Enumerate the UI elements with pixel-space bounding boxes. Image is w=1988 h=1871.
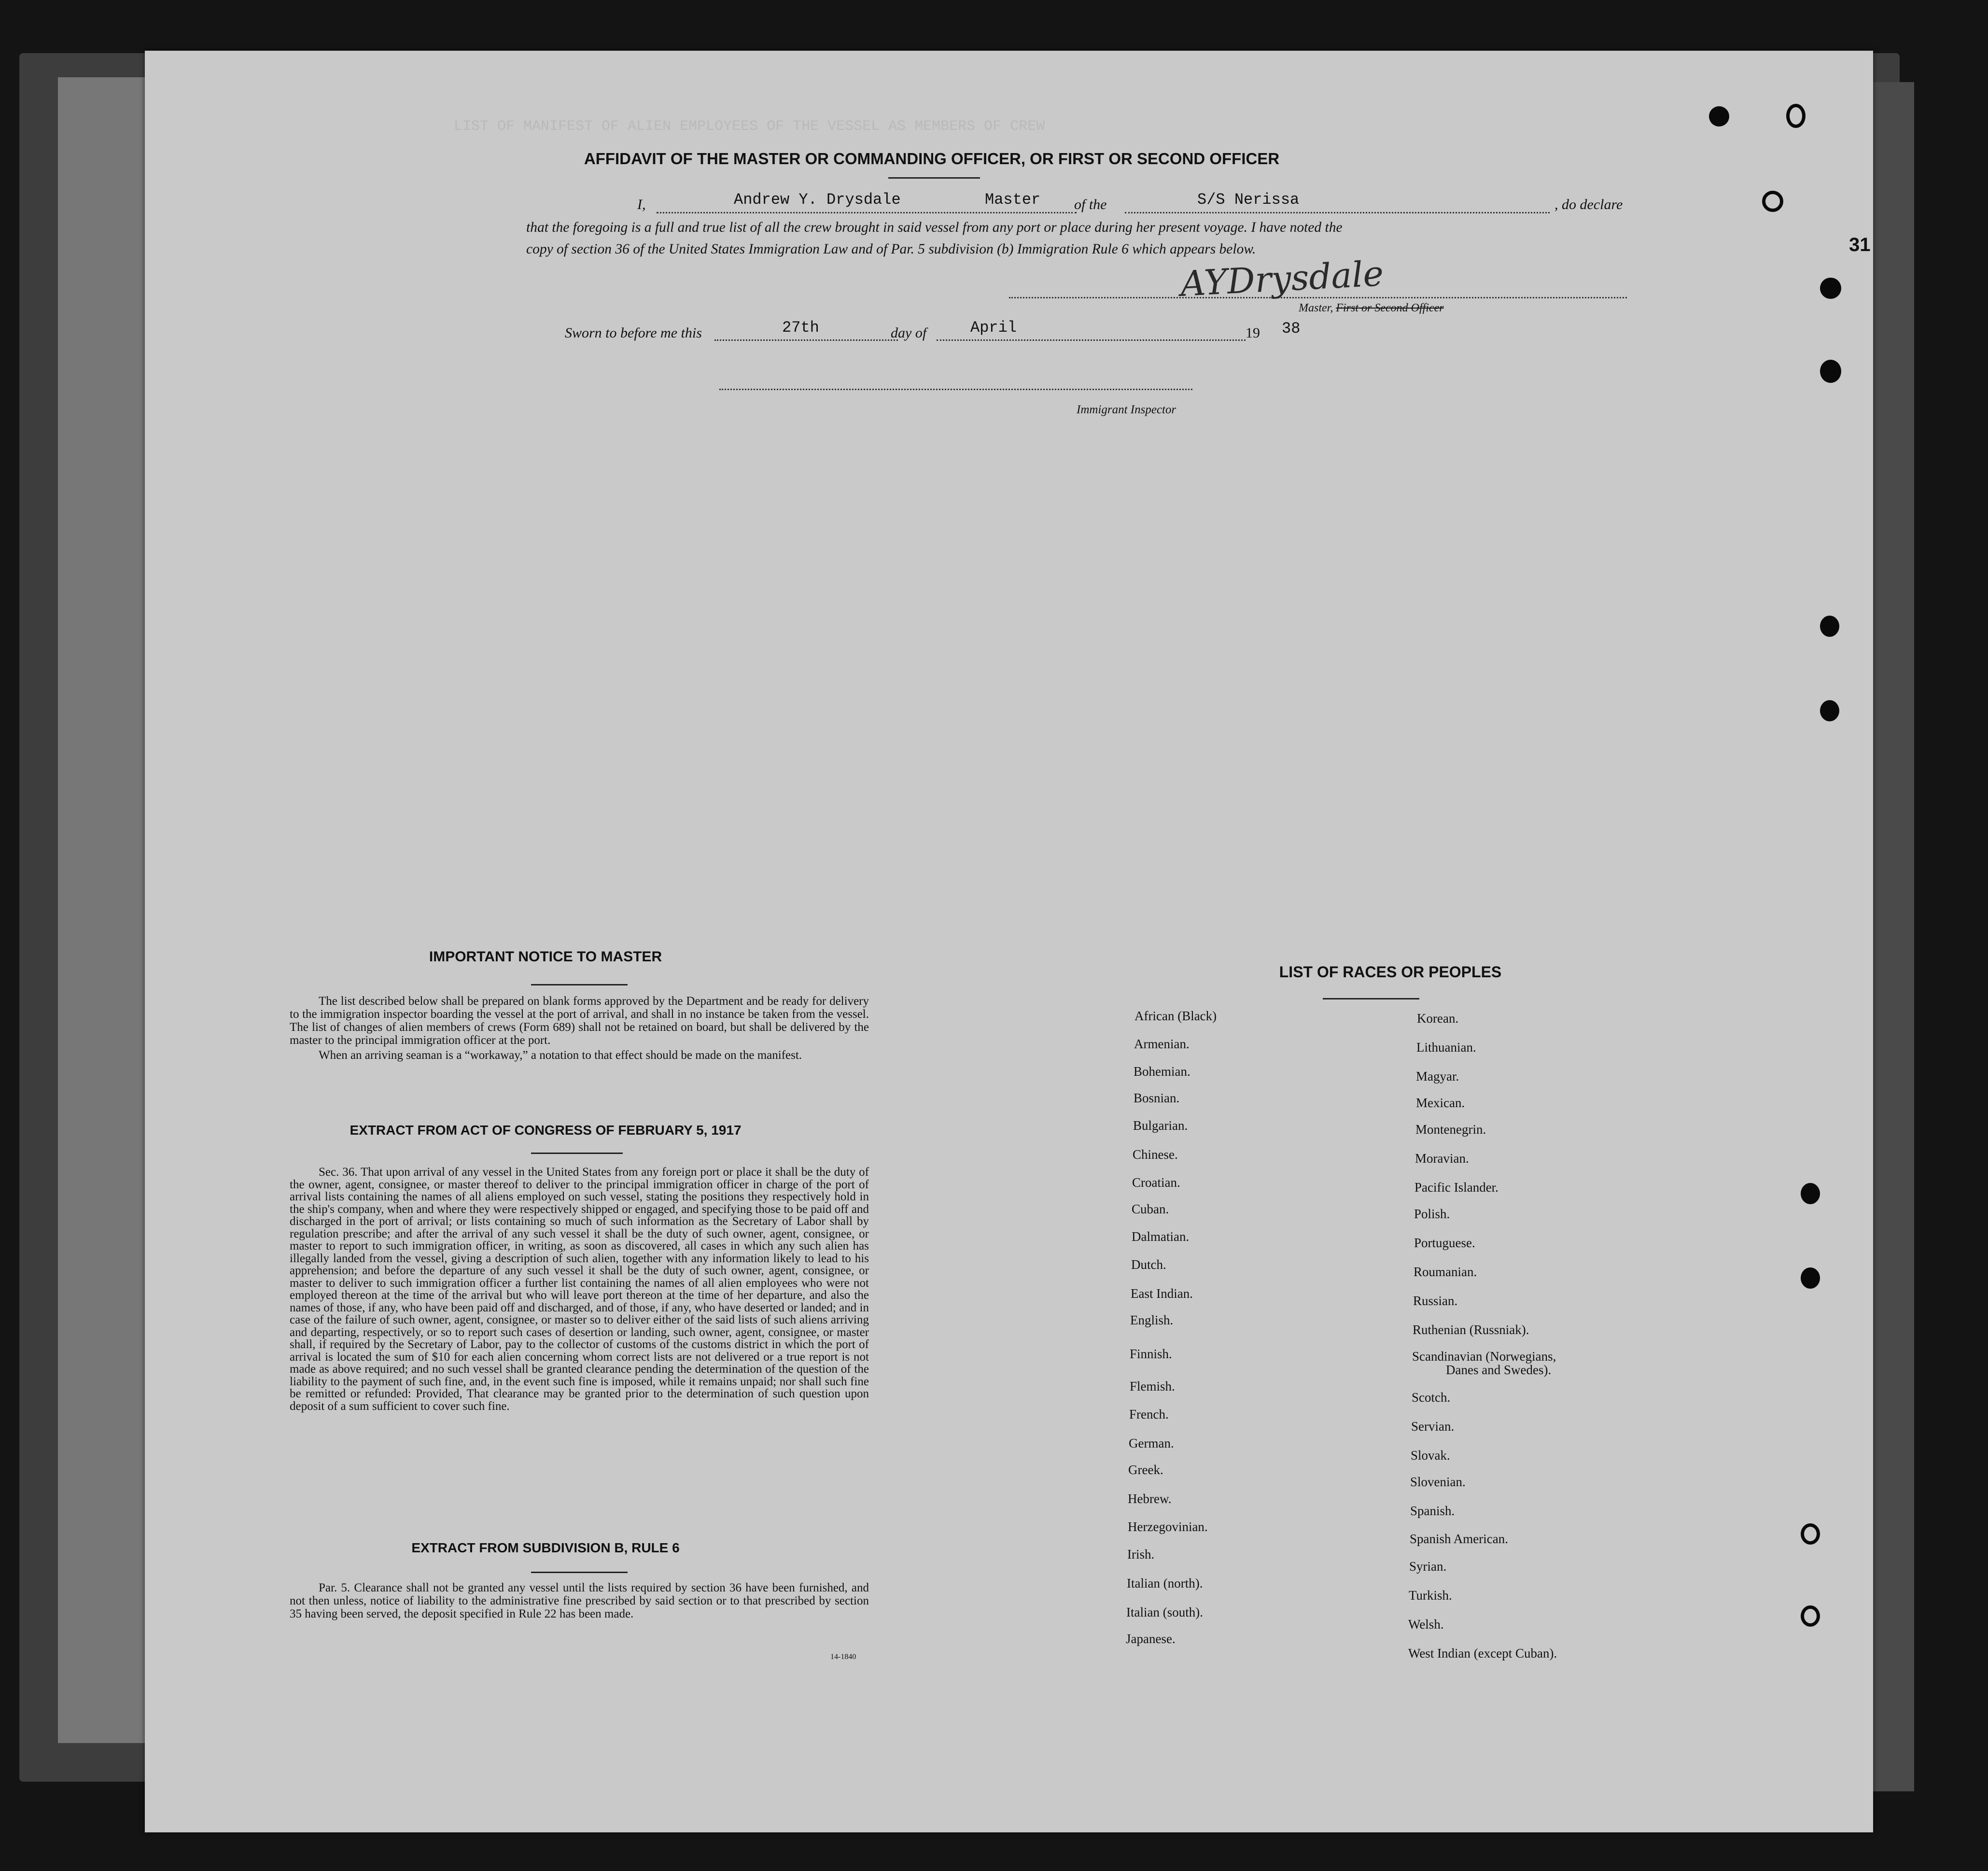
punch-hole [1820, 616, 1839, 637]
bleed-through-text: LIST OF MANIFEST OF ALIEN EMPLOYEES OF THE VESSEL AS MEMBERS OF CREW [454, 118, 1045, 135]
punch-hole [1786, 104, 1806, 128]
race-item: Bohemian. [1134, 1064, 1190, 1079]
race-item: Polish. [1414, 1207, 1450, 1221]
race-item: Cuban. [1132, 1202, 1169, 1216]
race-item: East Indian. [1131, 1286, 1193, 1301]
extract-act-body [290, 1166, 869, 1414]
extract-rule-text: Par. 5. Clearance shall not be granted any vessel until the lists required by section 36 have been furnished, and not then unless, notice of liability to the administrative fine prescribed by said section or to that prescribed by section 35 having been served, the deposit specified in Rule 22 has been made. [290, 1581, 869, 1620]
punch-hole [1820, 278, 1841, 299]
declaration-line-1: that the foregoing is a full and true list of all the crew brought in said vessel from any port or place during her present voyage. I have noted the [526, 220, 1343, 235]
race-item: Magyar. [1416, 1069, 1459, 1083]
race-item: Mexican. [1416, 1096, 1465, 1110]
race-item: Spanish American. [1410, 1532, 1508, 1546]
day-of-label: day of [891, 325, 927, 341]
races-rule [1323, 998, 1419, 999]
punch-hole [1762, 191, 1783, 212]
race-item: Bosnian. [1134, 1091, 1180, 1105]
race-item: Hebrew. [1128, 1491, 1172, 1506]
document-page [145, 51, 1873, 1832]
signature-line [1009, 297, 1627, 298]
races-title: LIST OF RACES OR PEOPLES [1279, 963, 1502, 981]
race-item: French. [1129, 1407, 1169, 1421]
of-the-label: of the [1074, 197, 1107, 212]
punch-hole [1801, 1267, 1820, 1289]
inspector-signature-line [719, 389, 1192, 390]
extract-act-rule [531, 1153, 623, 1154]
sworn-month: April [970, 319, 1017, 337]
extract-act-text: Sec. 36. That upon arrival of any vessel in the United States from any foreign port or place it shall be the duty of the owner, agent, consignee, or master thereof to deliver to the principal immigration officer in charge of the port of arrival lists containing the names of all aliens employed on such vessel, stating the positions they respectively hold in the ship's company, when and where they were respectively shipped or engaged, and specifying those to be paid off and discharged in the port of arrival; or lists containing so much of such information as the Secretary of Labor shall by regulation prescribe; and after the arrival of any such vessel it shall be the duty of such owner, agent, consignee, or master to report to such immigration officer, in writing, as soon as discovered, all cases in which any such alien has illegally landed from the vessel, giving a description of such alien, together with any information likely to lead to his apprehension; and before the departure of any such vessel it shall be the duty of such owner, agent, consignee, or master to deliver to such immigration officer a further list containing the names of all alien employees who were not employed thereon at the time of the arrival but who will leave port thereon at the time of her departure, and also the names of those, if any, who have been paid off and discharged, and of those, if any, who have deserted or landed; and in case of the failure of such owner, agent, consignee, or master so to deliver either of the said lists of such aliens arriving and departing, respectively, or so to report such cases of desertion or landing, such owner, agent, consignee, or master shall, if required by the Secretary of Labor, pay to the collector of customs of the customs district in which the port of arrival is located the sum of $10 for each alien concerning whom correct lists are not delivered or a true report is not made as above required; and no such vessel shall be granted clearance pending the determination of the question of the liability to the payment of such fine, and, in the event such fine is imposed, while it remains unpaid; nor shall such fine be remitted or refunded: Provided, That clearance may be granted prior to the determination of such question upon deposit of a sum sufficient to cover such fine. [290, 1166, 869, 1413]
inspector-caption: Immigrant Inspector [1077, 403, 1176, 416]
race-item: Korean. [1417, 1011, 1459, 1026]
punch-hole [1801, 1523, 1820, 1545]
i-label: I, [637, 197, 646, 212]
extract-rule-rule [531, 1572, 628, 1573]
notice-paragraph-2: When an arriving seaman is a “workaway,” a notation to that effect should be made on the manifest. [319, 1049, 802, 1062]
notice-paragraph-1: The list described below shall be prepared on blank forms approved by the Department and be ready for delivery to the immigration inspector boarding the vessel at the port of arrival, and shall in no instance be taken from the vessel. The list of changes of alien members of crews (Form 689) shall not be retained on board, but shall be delivered by the master to the principal immigration officer at the port. [290, 995, 869, 1047]
punch-hole [1801, 1605, 1820, 1627]
race-item: Greek. [1128, 1463, 1163, 1477]
signature-caption: Master, First or Second Officer [1299, 302, 1444, 314]
race-item: Finnish. [1130, 1347, 1172, 1361]
rank-value: Master [985, 191, 1041, 209]
extract-rule-body [290, 1581, 869, 1622]
notice-body [290, 995, 869, 1064]
punch-hole [1820, 700, 1839, 721]
notice-title: IMPORTANT NOTICE TO MASTER [429, 949, 662, 965]
vessel-name: S/S Nerissa [1197, 191, 1300, 209]
notice-rule [531, 984, 628, 985]
form-code: 14-1840 [830, 1653, 856, 1661]
race-item: Danes and Swedes). [1446, 1363, 1552, 1377]
title-rule [888, 177, 980, 179]
race-item: Scotch. [1412, 1390, 1451, 1405]
race-item: Moravian. [1415, 1151, 1469, 1166]
race-item: Chinese. [1133, 1147, 1178, 1162]
punch-hole [1801, 1183, 1820, 1204]
sworn-month-line [937, 339, 1246, 341]
race-item: Italian (south). [1126, 1605, 1203, 1619]
race-item: Dutch. [1131, 1257, 1166, 1272]
race-item: West Indian (except Cuban). [1408, 1646, 1557, 1660]
master-signature: AYDrysdale [1179, 253, 1385, 304]
sworn-day-line [714, 339, 898, 341]
race-item: Dalmatian. [1132, 1229, 1190, 1244]
race-item: Bulgarian. [1133, 1118, 1188, 1133]
extract-rule-title: EXTRACT FROM SUBDIVISION B, RULE 6 [411, 1540, 680, 1555]
do-declare-label: , do declare [1554, 197, 1623, 212]
race-item: English. [1130, 1313, 1174, 1327]
race-item: Spanish. [1410, 1504, 1455, 1518]
race-item: Portuguese. [1414, 1236, 1475, 1250]
race-item: Slovenian. [1410, 1475, 1466, 1489]
race-item: Irish. [1127, 1547, 1155, 1562]
master-name: Andrew Y. Drysdale [734, 191, 901, 209]
race-item: German. [1129, 1436, 1174, 1450]
race-item: African (Black) [1134, 1009, 1217, 1023]
race-item: Japanese. [1126, 1632, 1176, 1646]
race-item: Slovak. [1411, 1448, 1450, 1463]
race-item: Italian (north). [1127, 1576, 1203, 1590]
race-item: Ruthenian (Russniak). [1413, 1322, 1529, 1337]
race-item: Servian. [1411, 1419, 1455, 1434]
punch-hole [1820, 360, 1841, 383]
race-item: Welsh. [1408, 1617, 1444, 1632]
affidavit-title: AFFIDAVIT OF THE MASTER OR COMMANDING OFFICER, OR FIRST OR SECOND OFFICER [584, 150, 1280, 168]
race-item: Scandinavian (Norwegians, [1412, 1349, 1556, 1364]
page-number: 31 [1849, 234, 1871, 255]
race-item: Russian. [1413, 1294, 1458, 1308]
year-suffix: 38 [1282, 320, 1301, 338]
race-item: Syrian. [1409, 1559, 1447, 1574]
extract-act-title: EXTRACT FROM ACT OF CONGRESS OF FEBRUARY 5, 1917 [350, 1123, 742, 1138]
race-item: Herzegovinian. [1128, 1519, 1208, 1534]
punch-hole [1709, 106, 1729, 127]
race-item: Pacific Islander. [1414, 1180, 1498, 1195]
race-item: Turkish. [1409, 1588, 1452, 1603]
name-line [657, 212, 1077, 213]
race-item: Montenegrin. [1415, 1122, 1486, 1137]
declaration-line-2: copy of section 36 of the United States Immigration Law and of Par. 5 subdivision (b) Immigration Rule 6 which appears below. [526, 241, 1256, 257]
vessel-line [1125, 212, 1550, 213]
race-item: Flemish. [1130, 1379, 1175, 1393]
right-binding-strip [1871, 82, 1914, 1791]
year-prefix: 19 [1246, 325, 1260, 341]
race-item: Lithuanian. [1416, 1040, 1476, 1055]
sworn-day: 27th [782, 319, 819, 337]
race-item: Croatian. [1132, 1175, 1180, 1190]
race-item: Armenian. [1134, 1037, 1190, 1051]
race-item: Roumanian. [1414, 1265, 1477, 1279]
sworn-label: Sworn to before me this [565, 325, 702, 341]
